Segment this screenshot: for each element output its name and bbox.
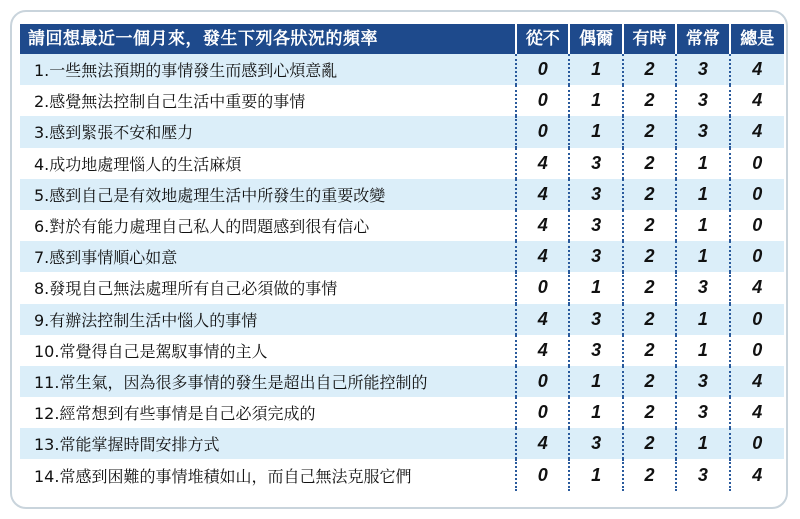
table-row xyxy=(20,210,784,241)
table-body xyxy=(20,54,784,491)
question-header: 請回想最近一個月來，發生下列各狀況的頻率 xyxy=(20,24,517,54)
score-always: 4 xyxy=(731,54,784,85)
question-text: 11.常生氣，因為很多事情的發生是超出自己所能控制的 xyxy=(20,366,517,397)
question-text: 4.成功地處理惱人的生活麻煩 xyxy=(20,148,517,179)
survey-card xyxy=(10,10,788,509)
table-row xyxy=(20,272,784,303)
score-sometimes: 2 xyxy=(624,210,677,241)
score-sometimes: 2 xyxy=(624,241,677,272)
score-always: 4 xyxy=(731,397,784,428)
score-rarely: 3 xyxy=(570,428,623,459)
score-always: 0 xyxy=(731,241,784,272)
score-sometimes: 2 xyxy=(624,304,677,335)
score-never: 4 xyxy=(517,428,570,459)
score-never: 4 xyxy=(517,304,570,335)
score-always: 4 xyxy=(731,366,784,397)
score-never: 0 xyxy=(517,459,570,490)
score-never: 4 xyxy=(517,148,570,179)
score-never: 4 xyxy=(517,335,570,366)
score-never: 4 xyxy=(517,241,570,272)
score-rarely: 3 xyxy=(570,148,623,179)
table-header-row xyxy=(20,24,784,54)
score-sometimes: 2 xyxy=(624,272,677,303)
score-sometimes: 2 xyxy=(624,335,677,366)
score-often: 3 xyxy=(677,272,730,303)
table-row xyxy=(20,241,784,272)
score-sometimes: 2 xyxy=(624,459,677,490)
score-often: 3 xyxy=(677,366,730,397)
score-often: 3 xyxy=(677,116,730,147)
score-often: 1 xyxy=(677,148,730,179)
score-often: 3 xyxy=(677,85,730,116)
table-row xyxy=(20,459,784,490)
score-often: 3 xyxy=(677,459,730,490)
always-header: 總是 xyxy=(731,24,784,54)
score-rarely: 1 xyxy=(570,397,623,428)
score-never: 0 xyxy=(517,272,570,303)
score-never: 0 xyxy=(517,85,570,116)
score-rarely: 3 xyxy=(570,179,623,210)
table-row xyxy=(20,397,784,428)
score-never: 0 xyxy=(517,116,570,147)
table-row xyxy=(20,148,784,179)
score-rarely: 3 xyxy=(570,335,623,366)
question-text: 9.有辦法控制生活中惱人的事情 xyxy=(20,304,517,335)
question-text: 6.對於有能力處理自己私人的問題感到很有信心 xyxy=(20,210,517,241)
question-text: 12.經常想到有些事情是自己必須完成的 xyxy=(20,397,517,428)
score-always: 0 xyxy=(731,210,784,241)
never-header: 從不 xyxy=(517,24,570,54)
question-text: 2.感覺無法控制自己生活中重要的事情 xyxy=(20,85,517,116)
score-sometimes: 2 xyxy=(624,366,677,397)
score-often: 1 xyxy=(677,179,730,210)
score-always: 0 xyxy=(731,335,784,366)
score-never: 4 xyxy=(517,210,570,241)
sometimes-header: 有時 xyxy=(624,24,677,54)
score-always: 4 xyxy=(731,85,784,116)
score-often: 1 xyxy=(677,304,730,335)
score-rarely: 1 xyxy=(570,459,623,490)
score-rarely: 3 xyxy=(570,210,623,241)
score-often: 3 xyxy=(677,54,730,85)
score-rarely: 1 xyxy=(570,272,623,303)
often-header: 常常 xyxy=(677,24,730,54)
score-rarely: 3 xyxy=(570,304,623,335)
score-sometimes: 2 xyxy=(624,85,677,116)
score-rarely: 1 xyxy=(570,366,623,397)
score-never: 4 xyxy=(517,179,570,210)
question-text: 5.感到自己是有效地處理生活中所發生的重要改變 xyxy=(20,179,517,210)
score-rarely: 1 xyxy=(570,54,623,85)
score-always: 0 xyxy=(731,148,784,179)
table-row xyxy=(20,304,784,335)
question-text: 8.發現自己無法處理所有自己必須做的事情 xyxy=(20,272,517,303)
score-never: 0 xyxy=(517,397,570,428)
table-row xyxy=(20,366,784,397)
table-row xyxy=(20,179,784,210)
question-text: 1.一些無法預期的事情發生而感到心煩意亂 xyxy=(20,54,517,85)
score-often: 1 xyxy=(677,428,730,459)
score-sometimes: 2 xyxy=(624,148,677,179)
question-text: 10.常覺得自己是駕馭事情的主人 xyxy=(20,335,517,366)
rarely-header: 偶爾 xyxy=(570,24,623,54)
question-text: 7.感到事情順心如意 xyxy=(20,241,517,272)
score-always: 0 xyxy=(731,428,784,459)
question-text: 3.感到緊張不安和壓力 xyxy=(20,116,517,147)
score-rarely: 1 xyxy=(570,116,623,147)
score-sometimes: 2 xyxy=(624,116,677,147)
score-often: 1 xyxy=(677,335,730,366)
score-always: 0 xyxy=(731,304,784,335)
table-row xyxy=(20,116,784,147)
table-row xyxy=(20,335,784,366)
score-sometimes: 2 xyxy=(624,397,677,428)
table-row xyxy=(20,428,784,459)
question-text: 14.常感到困難的事情堆積如山，而自己無法克服它們 xyxy=(20,459,517,490)
score-often: 1 xyxy=(677,241,730,272)
score-never: 0 xyxy=(517,366,570,397)
frequency-table xyxy=(20,24,784,491)
question-text: 13.常能掌握時間安排方式 xyxy=(20,428,517,459)
table-row xyxy=(20,85,784,116)
score-rarely: 1 xyxy=(570,85,623,116)
score-always: 4 xyxy=(731,116,784,147)
score-often: 1 xyxy=(677,210,730,241)
score-sometimes: 2 xyxy=(624,179,677,210)
score-always: 4 xyxy=(731,459,784,490)
score-always: 0 xyxy=(731,179,784,210)
score-rarely: 3 xyxy=(570,241,623,272)
score-sometimes: 2 xyxy=(624,428,677,459)
score-always: 4 xyxy=(731,272,784,303)
score-often: 3 xyxy=(677,397,730,428)
score-never: 0 xyxy=(517,54,570,85)
score-sometimes: 2 xyxy=(624,54,677,85)
table-row xyxy=(20,54,784,85)
